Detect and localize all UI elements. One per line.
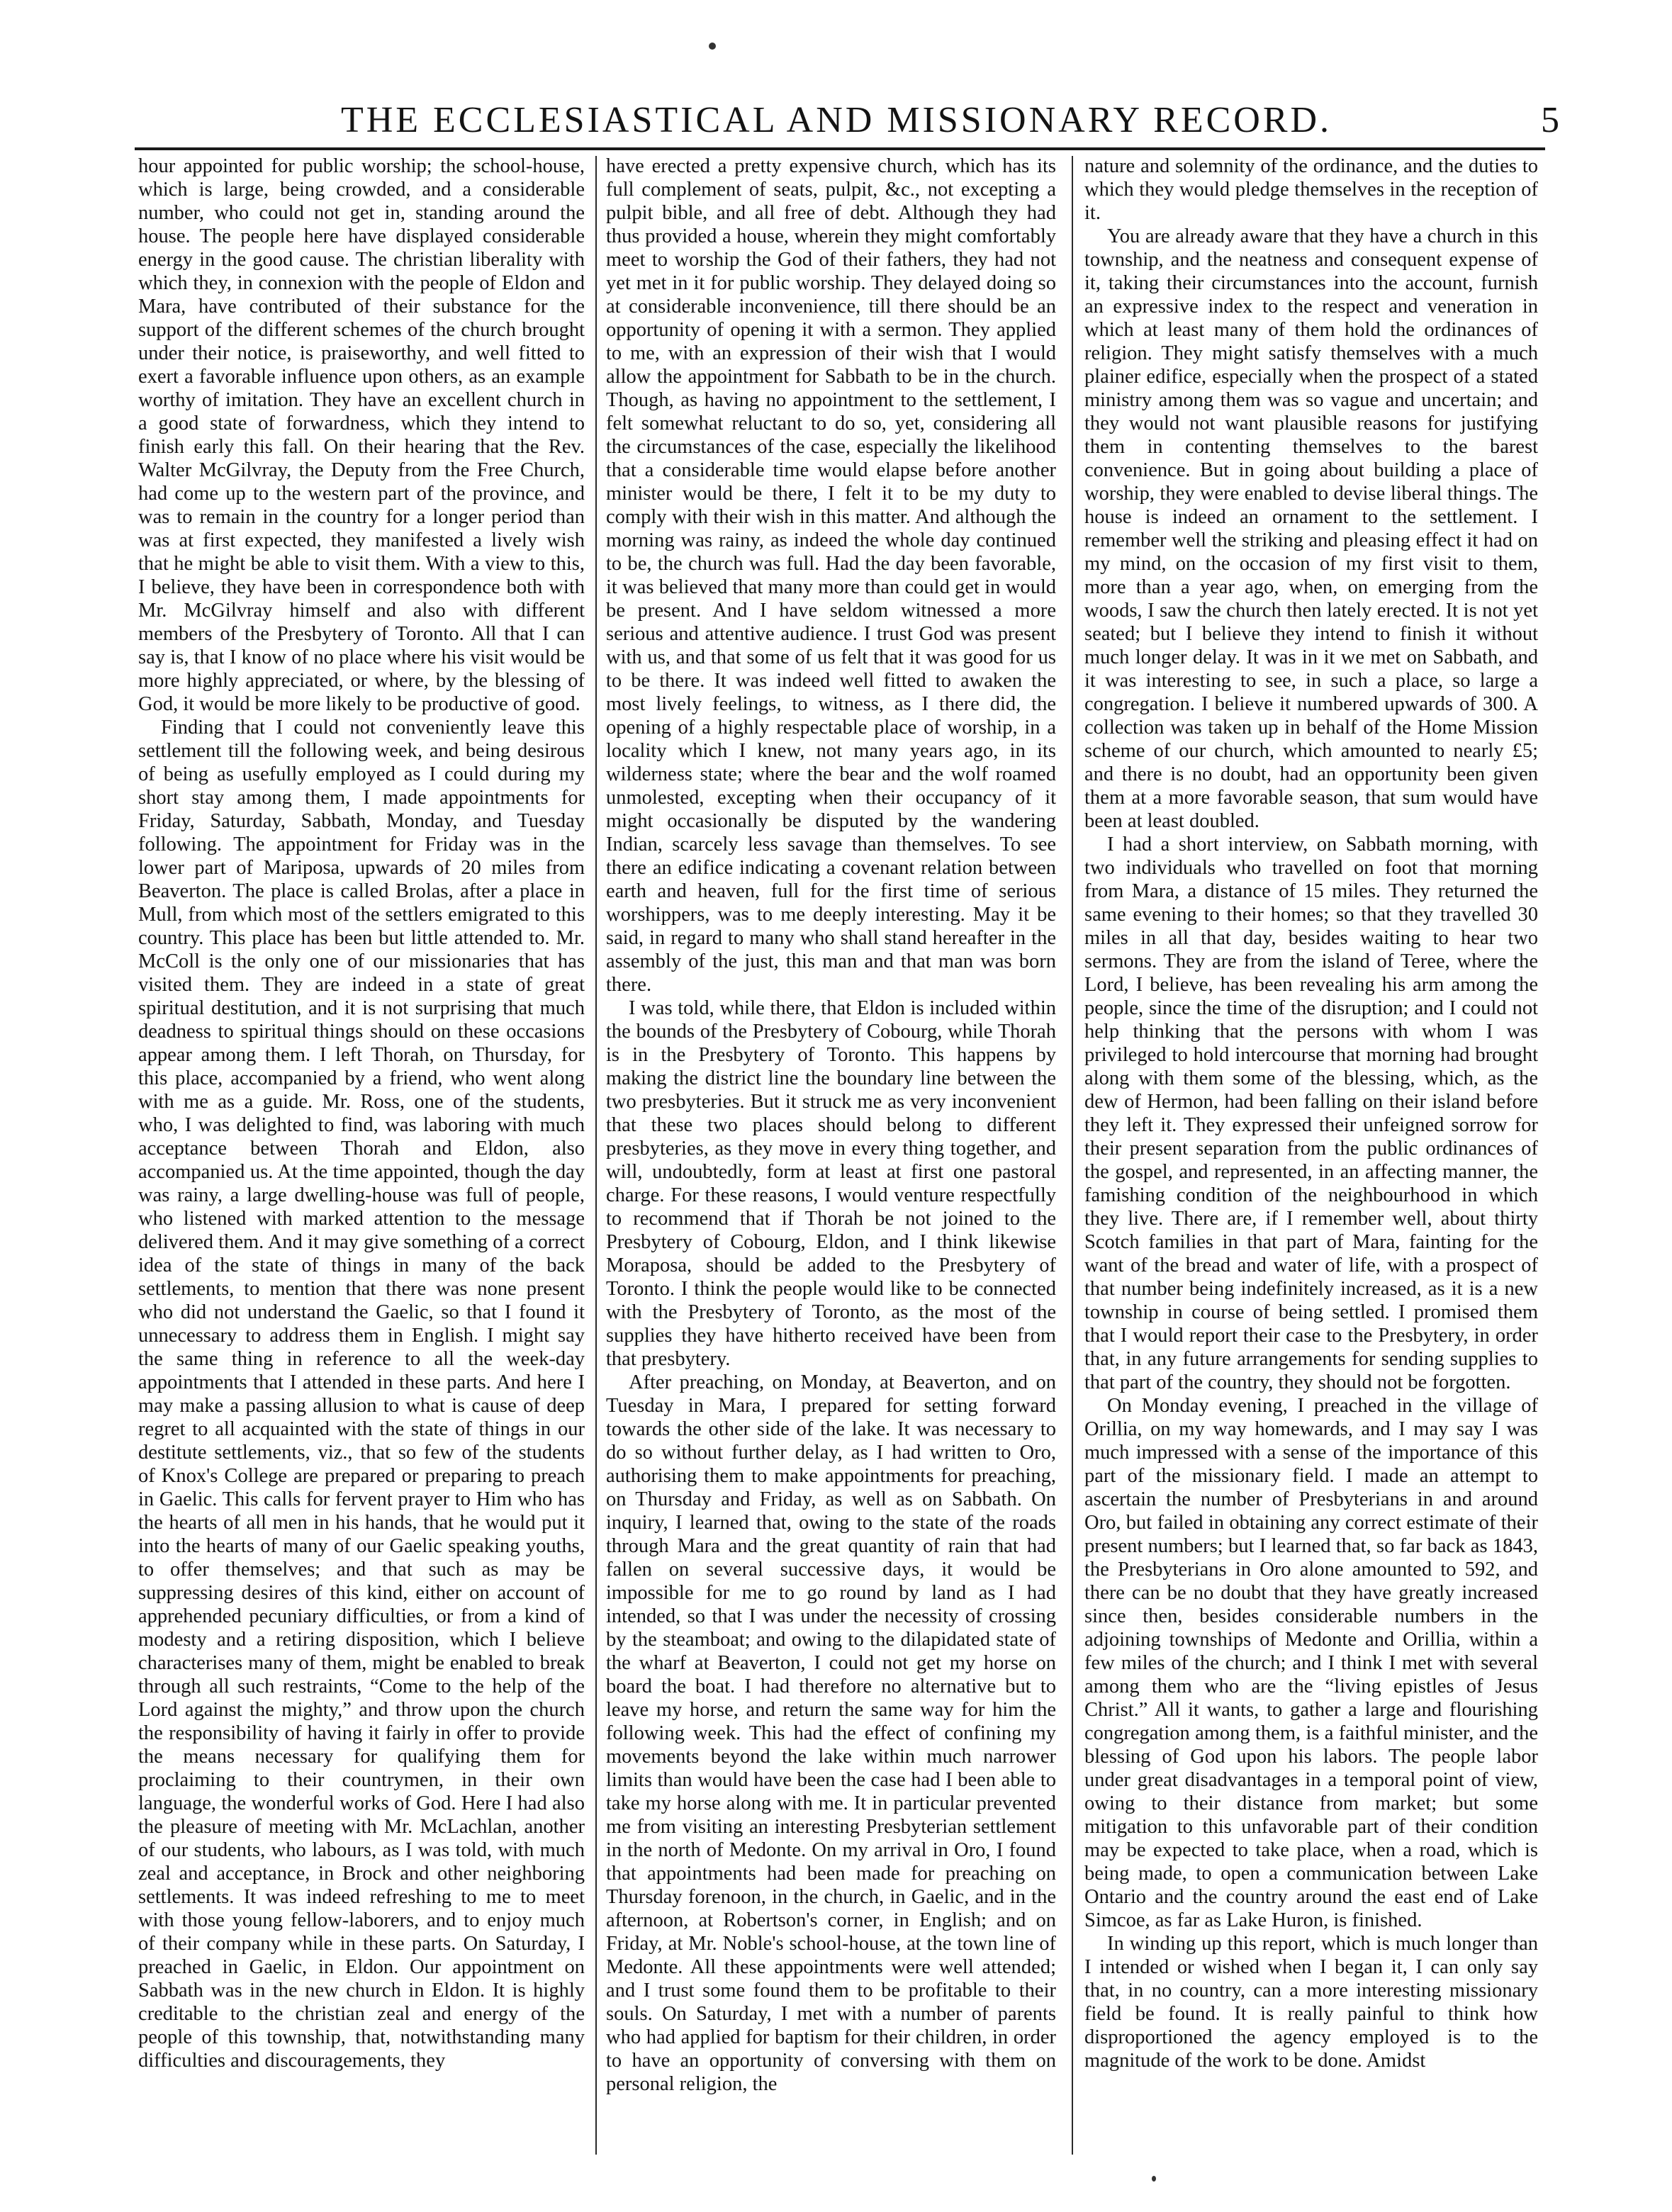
paragraph: You are already aware that they have a church in this township, and the neatness and consequent expense of it, taking their circumstances into the account, furnish an expressive index to the respect and veneration in which at least many of them hold the ordinances of religion. They might satisfy themselves with a much plainer edifice, especially when the prospect of a stated ministry among them was so vague and uncertain; and they would not want plausible reasons for justifying them in contenting themselves to the barest convenience. But in going about building a place of worship, they were enabled to devise liberal things. The house is indeed an ornament to the settlement. I remember well the striking and pleasing effect it had on my mind, on the occasion of my first visit to them, more than a year ago, when, on emerging from the woods, I saw the church then lately erected. It is not yet seated; but I believe they intend to finish it without much longer delay. It was in it we met on Sabbath, and it was interesting to see, in such a place, so large a congregation. I believe it numbered upwards of 300. A collection was taken up in behalf of the Home Mission scheme of our church, which amounted to nearly £5; and there is no doubt, had an opportunity been given them at a more favorable season, that sum would have been at least doubled. <box>1084 225 1538 832</box>
column-divider <box>1072 156 1073 2155</box>
ink-mark <box>709 43 716 50</box>
paragraph: In winding up this report, which is much longer than I intended or wished when I began it, I can only say that, in no country, can a more interesting missionary field be found. It is really painful to think how disproportioned the agency employed is to the magnitude of the work to be done. Amidst <box>1084 1933 1538 2072</box>
paragraph: nature and solemnity of the ordinance, and the duties to which they would pledge themselves in the reception of it. <box>1084 155 1538 224</box>
column-divider <box>595 156 597 2155</box>
paragraph: On Monday evening, I preached in the village of Orillia, on my way homewards, and I may say I was much impressed with a sense of the importance of this part of the missionary field. I made an attempt to ascertain the number of Presbyterians in and around Oro, but failed in obtaining any correct estimate of their present numbers; but I learned that, so far back as 1843, the Presbyterians in Oro alone amounted to 592, and there can be no doubt that they have greatly increased since then, besides considerable numbers in the adjoining townships of Medonte and Orillia, within a few miles of the church; and I think I met with several among them who are the “living epistles of Jesus Christ.” All it wants, to gather a large and flourishing congregation among them, is a faithful minister, and the blessing of God upon his labors. The people labor under great disadvantages in a temporal point of view, owing to their distance from market; but some mitigation to this unfavorable part of their condition may be expected to take place, when a road, which is being made, to open a communication between Lake Ontario and the country around the east end of Lake Simcoe, as far as Lake Huron, is finished. <box>1084 1395 1538 1931</box>
running-head-title: THE ECCLESIASTICAL AND MISSIONARY RECORD. <box>340 100 1332 140</box>
text-column-2 <box>606 155 1056 2160</box>
page-header <box>135 96 1559 145</box>
text-column-1 <box>138 155 585 2160</box>
ink-mark <box>1152 2176 1156 2182</box>
page-number: 5 <box>1541 100 1559 140</box>
text-column-3 <box>1084 155 1538 2160</box>
header-rule <box>135 147 1545 150</box>
paragraph: I had a short interview, on Sabbath morning, with two individuals who travelled on foot that morning from Mara, a distance of 15 miles. They returned the same evening to their homes; so that they travelled 30 miles in all that day, besides waiting to hear two sermons. They are from the island of Teree, where the Lord, I believe, has been revealing his arm among the people, since the time of the disruption; and I could not help thinking that the persons with whom I was privileged to hold intercourse that morning had brought along with them some of the blessing, which, as the dew of Hermon, had been falling on their island before they left it. They expressed their unfeigned sorrow for their present separation from the public ordinances of the gospel, and represented, in an affecting manner, the famishing condition of the neighbourhood in which they live. There are, if I remember well, about thirty Scotch families in that part of Mara, fainting for the want of the bread and water of life, with a prospect of that number being indefinitely increased, as it is a new township in course of being settled. I promised them that I would report their case to the Presbytery, in order that, in any future arrangements for sending supplies to that part of the country, they should not be forgotten. <box>1084 833 1538 1393</box>
paragraph: I was told, while there, that Eldon is included within the bounds of the Presbytery of Cobourg, while Thorah is in the Presbytery of Toronto. This happens by making the district line the boundary line between the two presbyteries. But it struck me as very inconvenient that these two places should belong to different presbyteries, as they move in every thing together, and will, undoubtedly, form at least at first one pastoral charge. For these reasons, I would venture respectfully to recommend that if Thorah be not joined to the Presbytery of Cobourg, Eldon, and I think likewise Moraposa, should be added to the Presbytery of Toronto. I think the people would like to be connected with the Presbytery of Toronto, as the most of the supplies they have hitherto received have been from that presbytery. <box>606 997 1056 1370</box>
paragraph: After preaching, on Monday, at Beaverton, and on Tuesday in Mara, I prepared for setting forward towards the other side of the lake. It was necessary to do so without further delay, as I had written to Oro, authorising them to make appointments for preaching, on Thursday and Friday, as well as on Sabbath. On inquiry, I learned that, owing to the state of the roads through Mara and the great quantity of rain that had fallen on several successive days, it would be impossible for me to go round by land as I had intended, so that I was under the necessity of crossing by the steamboat; and owing to the dilapidated state of the wharf at Beaverton, I could not get my horse on board the boat. I had therefore no alternative but to leave my horse, and return the same way for him the following week. This had the effect of confining my movements beyond the lake within much narrower limits than would have been the case had I been able to take my horse along with me. It in particular prevented me from visiting an interesting Presbyterian settlement in the north of Medonte. On my arrival in Oro, I found that appointments had been made for preaching on Thursday forenoon, in the church, in Gaelic, and in the afternoon, at Robertson's corner, in English; and on Friday, at Mr. Noble's school-house, at the town line of Medonte. All these appointments were well attended; and I trust some found them to be profitable to their souls. On Saturday, I met with a number of parents who had applied for baptism for their children, in order to have an opportunity of conversing with them on personal religion, the <box>606 1371 1056 2095</box>
paragraph: have erected a pretty expensive church, which has its full complement of seats, pulpit, &c., not excepting a pulpit bible, and all free of debt. Although they had thus provided a house, wherein they might comfortably meet to worship the God of their fathers, they had not yet met in it for public worship. They delayed doing so at considerable inconvenience, till there should be an opportunity of opening it with a sermon. They applied to me, with an expression of their wish that I would allow the appointment for Sabbath to be in the church. Though, as having no appointment to the settlement, I felt somewhat reluctant to do so, yet, considering all the circumstances of the case, especially the likelihood that a considerable time would elapse before another minister would be there, I felt it to be my duty to comply with their wish in this matter. And although the morning was rainy, as indeed the whole day continued to be, the church was full. Had the day been favorable, it was believed that many more than could get in would be present. And I have seldom witnessed a more serious and attentive audience. I trust God was present with us, and that some of us felt that it was good for us to be there. It was indeed well fitted to awaken the most lively feelings, to witness, as I there did, the opening of a highly respectable place of worship, in a locality which I knew, not many years ago, in its wilderness state; where the bear and the wolf roamed unmolested, excepting when their occupancy of it might occasionally be disputed by the wandering Indian, scarcely less savage than themselves. To see there an edifice indicating a covenant relation between earth and heaven, full for the first time of serious worshippers, was to me deeply interesting. May it be said, in regard to many who shall stand hereafter in the assembly of the just, this man and that man was born there. <box>606 155 1056 996</box>
paragraph: hour appointed for public worship; the school-house, which is large, being crowded, and a considerable number, who could not get in, standing around the house. The people here have displayed considerable energy in the good cause. The christian liberality with which they, in connexion with the people of Eldon and Mara, have contributed of their substance for the support of the different schemes of the church brought under their notice, is praiseworthy, and well fitted to exert a favorable influence upon others, as an example worthy of imitation. They have an excellent church in a good state of forwardness, which they intend to finish early this fall. On their hearing that the Rev. Walter McGilvray, the Deputy from the Free Church, had come up to the western part of the province, and was to remain in the country for a longer period than was at first expected, they manifested a lively wish that he might be able to visit them. With a view to this, I believe, they have been in correspondence both with Mr. McGilvray himself and also with different members of the Presbytery of Toronto. All that I can say is, that I know of no place where his visit would be more highly appreciated, or where, by the blessing of God, it would be more likely to be productive of good. <box>138 155 585 715</box>
paragraph: Finding that I could not conveniently leave this settlement till the following week, and being desirous of being as usefully employed as I could during my short stay among them, I made appointments for Friday, Saturday, Sabbath, Monday, and Tuesday following. The appointment for Friday was in the lower part of Mariposa, upwards of 20 miles from Beaverton. The place is called Brolas, after a place in Mull, from which most of the settlers emigrated to this country. This place has been but little attended to. Mr. McColl is the only one of our missionaries that has visited them. They are indeed in a state of great spiritual destitution, and it is not surprising that much deadness to spiritual things should on these occasions appear among them. I left Thorah, on Thursday, for this place, accompanied by a friend, who went along with me as a guide. Mr. Ross, one of the students, who, I was delighted to find, was laboring with much acceptance between Thorah and Eldon, also accompanied us. At the time appointed, though the day was rainy, a large dwelling-house was full of people, who listened with marked attention to the message delivered them. And it may give something of a correct idea of the state of things in many of the back settlements, to mention that there was none present who did not understand the Gaelic, so that I found it unnecessary to address them in English. I might say the same thing in reference to all the week-day appointments that I attended in these parts. And here I may make a passing allusion to what is cause of deep regret to all acquainted with the state of things in our destitute settlements, viz., that so few of the students of Knox's College are prepared or preparing to preach in Gaelic. This calls for fervent prayer to Him who has the hearts of all men in his hands, that he would put it into the hearts of many of our Gaelic speaking youths, to offer themselves; and that such as may be suppressing desires of this kind, either on account of apprehended pecuniary difficulties, or from a kind of modesty and a retiring disposition, which I believe characterises many of them, might be enabled to break through all such restraints, “Come to the help of the Lord against the mighty,” and throw upon the church the responsibility of having it fairly in offer to provide the means necessary for qualifying them for proclaiming to their countrymen, in their own language, the wonderful works of God. Here I had also the pleasure of meeting with Mr. McLachlan, another of our students, who labours, as I was told, with much zeal and acceptance, in Brock and other neighboring settlements. It was indeed refreshing to me to meet with those young fellow-laborers, and to enjoy much of their company while in these parts. On Saturday, I preached in Gaelic, in Eldon. Our appointment on Sabbath was in the new church in Eldon. It is highly creditable to the christian zeal and energy of the people of this township, that, notwithstanding many difficulties and discouragements, they <box>138 717 585 2072</box>
